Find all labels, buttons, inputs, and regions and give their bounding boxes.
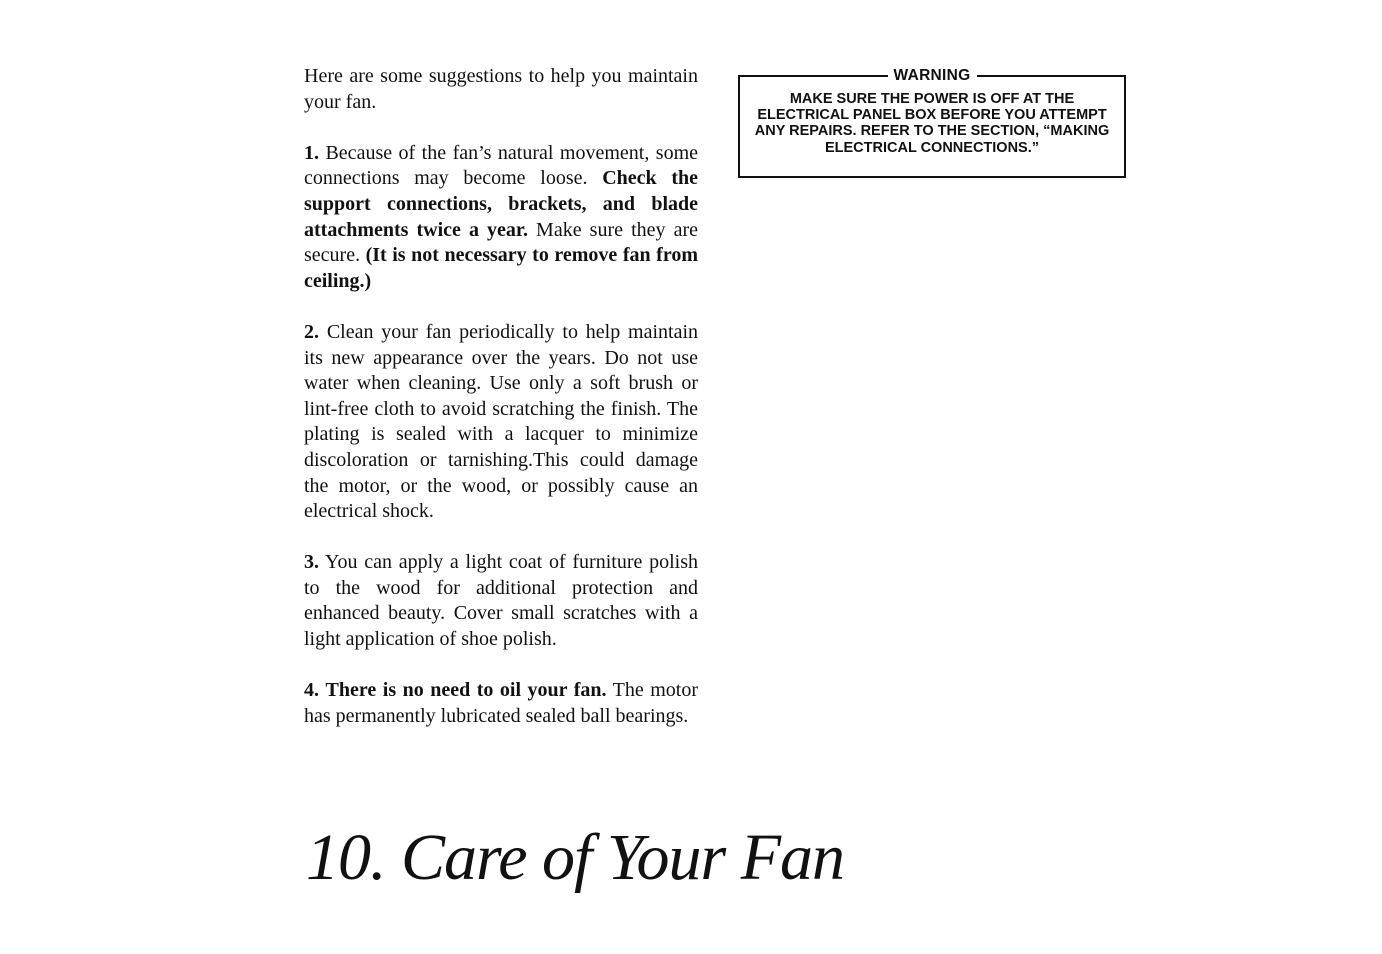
instruction-emphasis: There is no need to oil your fan. [325,679,607,702]
warning-header [738,68,1126,84]
warning-rule-left [738,75,888,77]
warning-rule-right [977,75,1127,77]
instruction-text: You can apply a light coat of furniture polish to the wood for additional protection and enhanced beauty. Cover small scratches with a light application of shoe polish. [304,551,699,651]
intro-paragraph: Here are some suggestions to help you maintain your fan. [304,65,698,113]
instruction-item [304,550,698,652]
instruction-text: Clean your fan periodically to help maintain its new appearance over the years. Do not use water when cleaning. Use only a soft brush or lint-free cloth to avoid scratching the finish. The plating is sealed with a lacquer to minimize discoloration or tarnishing.This could damage the motor, or the wood, or possibly cause an electrical shock. [304,320,698,523]
instruction-item [304,678,698,729]
instruction-item [304,320,698,525]
warning-title: WARNING [893,67,971,84]
instruction-text: Make sure they are secure. [304,218,698,267]
warning-box [738,67,1126,178]
instruction-number: 4. [304,679,319,702]
warning-text: MAKE SURE THE POWER IS OFF AT THE ELECTRICAL PANEL BOX BEFORE YOU ATTEMPT ANY REPAIRS. REFER TO THE SECTION, “MAKING ELECTRICAL CONNECTIONS.” [754,91,1110,156]
instruction-number: 1. [304,141,319,164]
instruction-emphasis: (It is not necessary to remove fan from ceiling.) [304,244,698,292]
instruction-text: The motor has permanently lubricated sealed ball bearings. [304,679,699,727]
instruction-number: 2. [304,320,319,343]
instruction-number: 3. [304,551,319,574]
page-title: 10. Care of Your Fan [306,821,845,894]
maintenance-instructions [304,64,698,755]
instruction-emphasis: Check the support connections, brackets, and blade attachments twice a year. [304,167,698,241]
instruction-text: Because of the fan’s natural movement, some connections may become loose. [304,141,698,190]
instruction-item [304,141,698,295]
instruction-list [304,141,698,730]
